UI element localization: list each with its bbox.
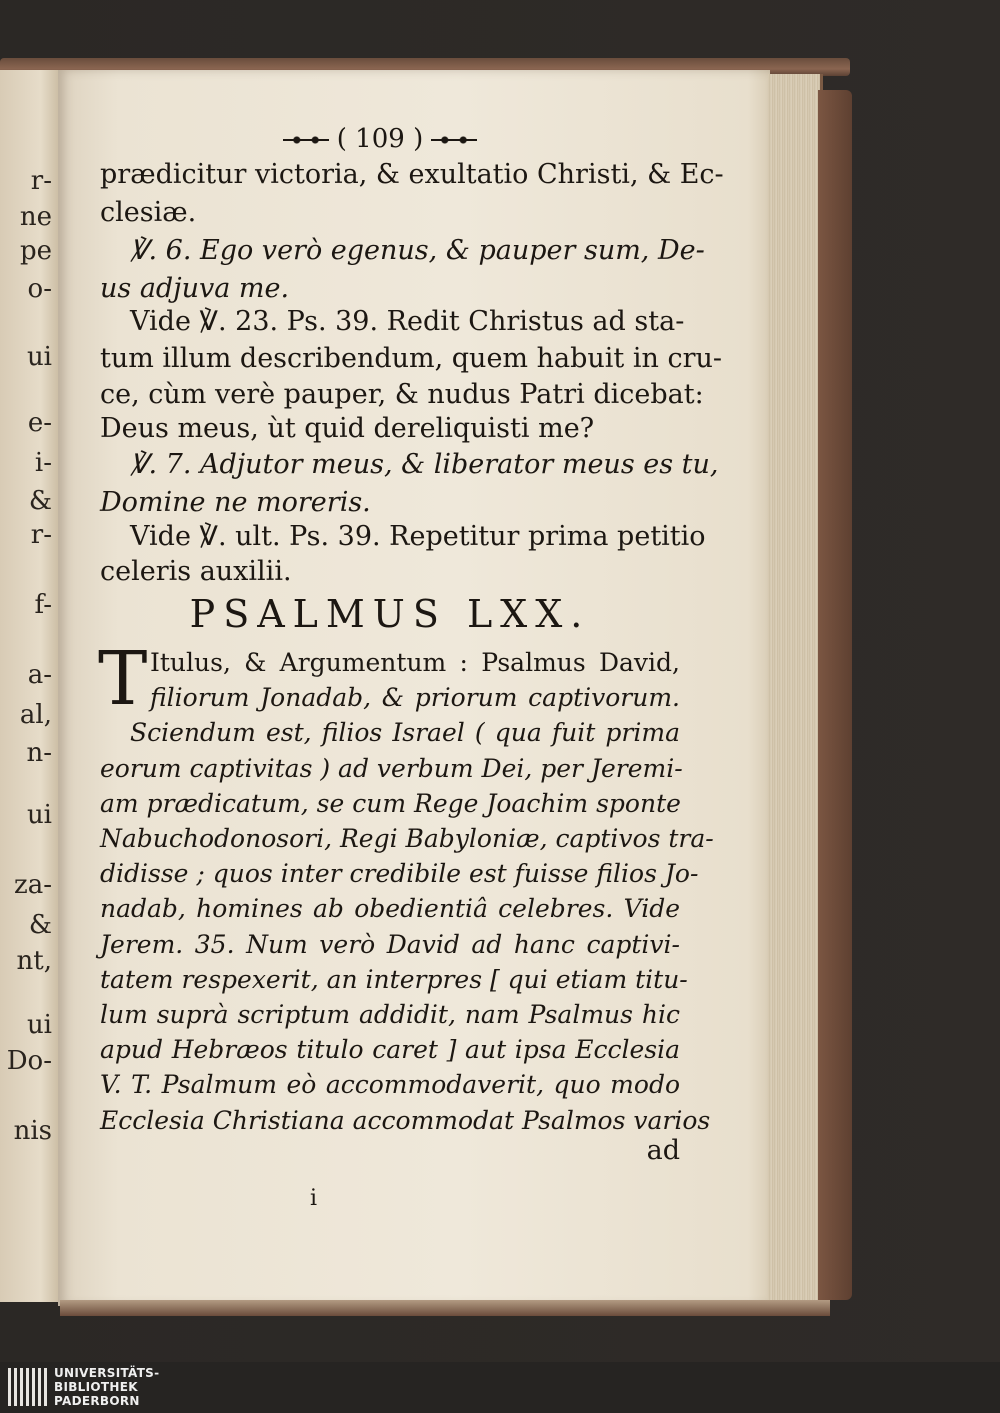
text-line: celeris auxilii.	[100, 556, 292, 587]
text-line: Jerem. 35. Num verò David ad hanc captivi-	[100, 930, 680, 959]
text-line: Sciendum est, filios Israel ( qua fuit prima	[130, 718, 680, 747]
drop-cap: T	[98, 636, 148, 722]
text-line: ℣. 7. Adjutor meus, & liberator meus es tu,	[130, 449, 719, 480]
prev-page-fragment: Do-	[6, 1046, 52, 1076]
text-line: clesiæ.	[100, 197, 197, 228]
prev-page-fragment: ne	[19, 202, 52, 232]
text-line: filiorum Jonadab, & priorum captivorum.	[150, 683, 680, 712]
text-line: ℣. 6. Ego verò egenus, & pauper sum, De-	[130, 235, 705, 266]
prev-page-fragment: e-	[27, 408, 52, 438]
text-line: Domine ne moreris.	[100, 487, 371, 518]
prev-page-fragment: &	[28, 910, 52, 940]
text-line: tum illum describendum, quem habuit in cru-	[100, 343, 722, 374]
book-cover-right	[818, 90, 852, 1300]
ornament-left-icon	[283, 131, 329, 149]
prev-page-fragment: ui	[26, 342, 52, 372]
ornament-right-icon	[431, 131, 477, 149]
prev-page-fragment: za-	[14, 870, 52, 900]
prev-page-fragment: i-	[34, 448, 52, 478]
prev-page-fragment: r-	[30, 520, 52, 550]
text-line: Vide ℣. 23. Ps. 39. Redit Christus ad sta-	[130, 306, 685, 337]
text-line: am prædicatum, se cum Rege Joachim sponte	[100, 789, 681, 818]
page-number: ( 109 )	[336, 124, 424, 154]
prev-page-fragment: nis	[13, 1116, 52, 1146]
text-line: apud Hebræos titulo caret ] aut ipsa Ecclesia	[100, 1035, 680, 1064]
logo-line-3: PADERBORN	[54, 1394, 140, 1408]
prev-page-fragment: &	[28, 486, 52, 516]
text-line: ce, cùm verè pauper, & nudus Patri dicebat:	[100, 379, 704, 410]
catchword: ad	[646, 1135, 680, 1166]
text-line: Ecclesia Christiana accommodat Psalmos varios	[100, 1106, 711, 1135]
text-line: Nabuchodonosori, Regi Babyloniæ, captivos tra-	[100, 824, 714, 853]
text-line: lum suprà scriptum addidit, nam Psalmus hic	[100, 1000, 680, 1029]
text-line: eorum captivitas ) ad verbum Dei, per Jeremi-	[100, 754, 683, 783]
library-logo-icon	[8, 1368, 48, 1406]
text-line: nadab, homines ab obedientiâ celebres. Vide	[100, 894, 680, 923]
text-line: tatem respexerit, an interpres [ qui etiam titu-	[100, 965, 688, 994]
text-line: V. T. Psalmum eò accommodaverit, quo modo	[100, 1070, 680, 1099]
psalm-title: PSALMUS LXX.	[189, 592, 591, 636]
text-line: didisse ; quos inter credibile est fuisse filios Jo-	[100, 859, 699, 888]
text-line: Deus meus, ùt quid dereliquisti me?	[100, 413, 595, 444]
prev-page-fragment: al,	[19, 700, 52, 730]
footer-bar	[0, 1362, 1000, 1413]
text-line: us adjuva me.	[100, 273, 290, 304]
prev-page-fragment: ui	[26, 800, 52, 830]
prev-page-fragment: n-	[26, 738, 52, 768]
page-edges	[768, 74, 823, 1306]
prev-page-fragment: nt,	[16, 946, 52, 976]
prev-page-fragment: f-	[34, 590, 52, 620]
previous-page-edge	[0, 70, 60, 1302]
prev-page-fragment: ui	[26, 1010, 52, 1040]
text-line: Itulus, & Argumentum : Psalmus David,	[150, 648, 680, 677]
book-cover-bottom	[60, 1300, 830, 1316]
text-line: Vide ℣. ult. Ps. 39. Repetitur prima petitio	[130, 521, 706, 552]
signature-mark: i	[310, 1186, 318, 1211]
text-line: prædicitur victoria, & exultatio Christi, & Ec-	[100, 159, 724, 190]
prev-page-fragment: a-	[27, 660, 52, 690]
logo-line-2: BIBLIOTHEK	[54, 1380, 138, 1394]
prev-page-fragment: o-	[27, 274, 52, 304]
prev-page-fragment: pe	[19, 236, 52, 266]
logo-line-1: UNIVERSITÄTS-	[54, 1366, 160, 1380]
library-logo-text	[54, 1366, 159, 1408]
prev-page-fragment: r-	[30, 166, 52, 196]
